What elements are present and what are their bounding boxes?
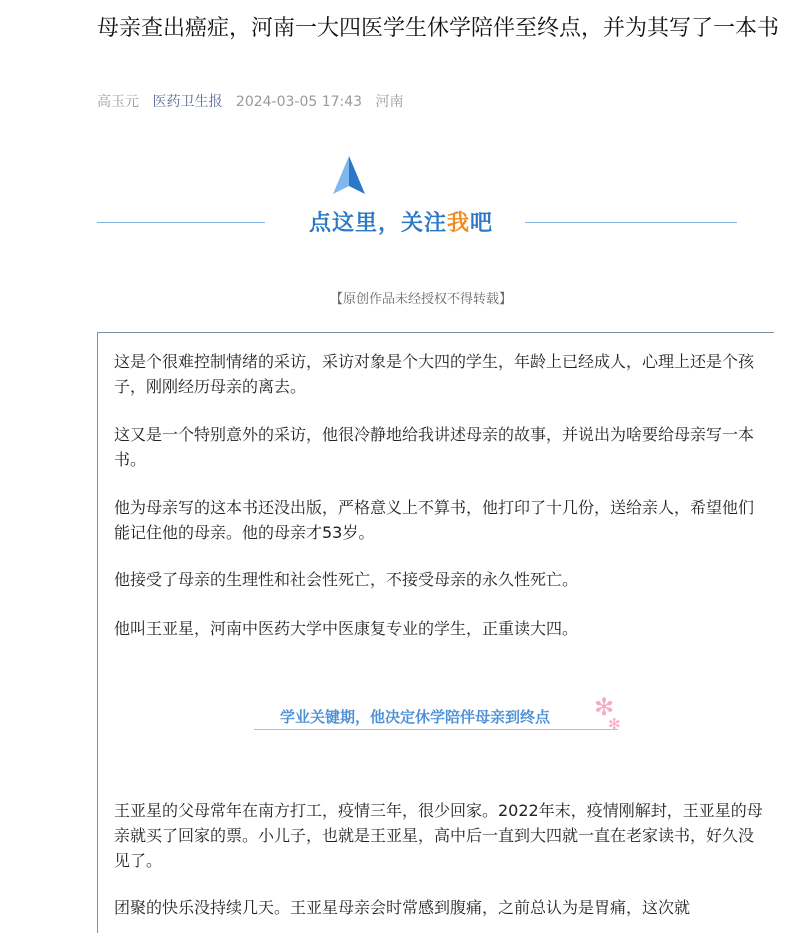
banner-divider-right bbox=[525, 222, 737, 223]
source-account-link[interactable]: 医药卫生报 bbox=[152, 94, 223, 110]
follow-banner[interactable] bbox=[97, 150, 737, 260]
follow-cta-suffix: 吧 bbox=[470, 211, 494, 236]
flower-icon: ✻ bbox=[608, 715, 621, 733]
banner-divider-left bbox=[97, 222, 265, 223]
follow-cta-highlight: 我 bbox=[447, 211, 471, 236]
paragraph: 他为母亲写的这本书还没出版，严格意义上不算书，他打印了十几份，送给亲人，希望他们能记住他的母亲。他的母亲才53岁。 bbox=[114, 498, 755, 542]
follow-cta[interactable] bbox=[309, 206, 493, 237]
paragraph: 团聚的快乐没持续几天。王亚星母亲会时常感到腹痛，之前总认为是胃痛，这次就 bbox=[114, 898, 691, 917]
paragraph: 王亚星的父母常年在南方打工，疫情三年，很少回家。2022年末，疫情刚解封，王亚星的母亲就买了回家的票。小儿子，也就是王亚星，高中后一直到大四就一直在老家读书，好久没见了。 bbox=[114, 801, 763, 870]
copyright-notice: 【原创作品未经授权不得转载】 bbox=[330, 292, 513, 307]
article-title: 母亲查出癌症，河南一大四医学生休学陪伴至终点，并为其写了一本书 bbox=[97, 16, 780, 41]
paragraph: 他叫王亚星，河南中医药大学中医康复专业的学生，正重读大四。 bbox=[114, 619, 579, 638]
article-meta bbox=[97, 91, 413, 111]
publish-datetime: 2024-03-05 17:43 bbox=[235, 94, 363, 110]
paragraph: 他接受了母亲的生理性和社会性死亡，不接受母亲的永久性死亡。 bbox=[114, 570, 579, 589]
section-heading bbox=[254, 693, 624, 733]
article-body bbox=[97, 332, 774, 933]
paragraph: 这是个很难控制情绪的采访，采访对象是个大四的学生，年龄上已经成人，心理上还是个孩子，刚刚经历母亲的离去。 bbox=[114, 352, 755, 396]
paragraph: 这又是一个特别意外的采访，他很冷静地给我讲述母亲的故事，并说出为啥要给母亲写一本书。 bbox=[114, 425, 755, 469]
arrow-up-icon bbox=[333, 156, 365, 196]
flower-icon: ✻ bbox=[594, 693, 615, 721]
follow-cta-prefix: 点这里，关注 bbox=[309, 211, 448, 236]
section-heading-underline bbox=[254, 729, 618, 730]
publish-location: 河南 bbox=[375, 94, 404, 110]
author-name: 高玉元 bbox=[97, 94, 139, 110]
section-heading-text: 学业关键期，他决定休学陪伴母亲到终点 bbox=[280, 708, 551, 726]
